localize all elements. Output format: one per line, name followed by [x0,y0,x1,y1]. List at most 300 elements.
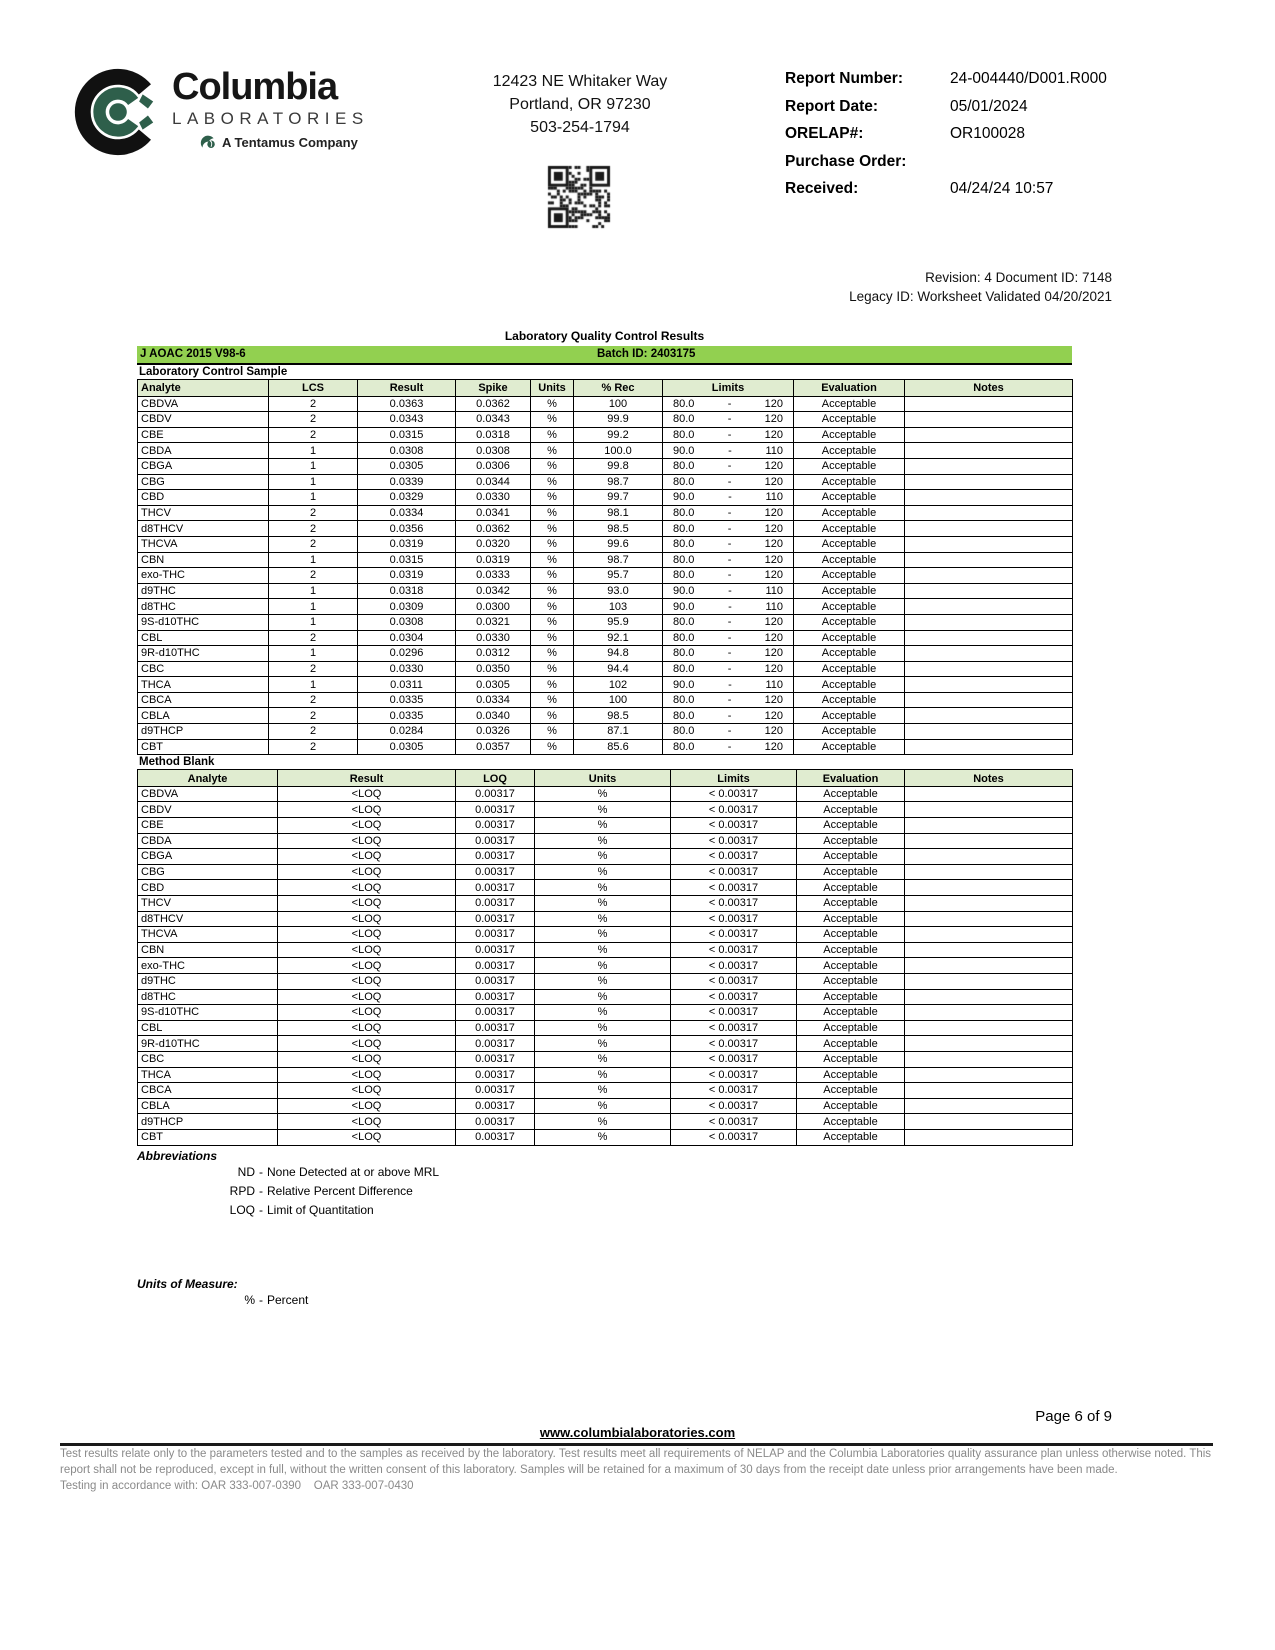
cell-units: % [535,1005,671,1021]
cell-result: 0.0318 [358,583,456,599]
mb-section-title: Method Blank [139,756,215,769]
mb-row [138,849,1073,865]
limit-dash: - [727,631,732,644]
cell-loq: 0.00317 [456,973,535,989]
cell-analyte: THCA [138,677,269,693]
mb-row [138,818,1073,834]
cell-evaluation: Acceptable [797,896,905,912]
cell-analyte: CBCA [138,1083,278,1099]
cell-evaluation: Acceptable [797,864,905,880]
cell-result: 0.0363 [358,396,456,412]
cell-evaluation: Acceptable [794,505,905,521]
cell-analyte: THCA [138,1067,278,1083]
limit-dash: - [727,538,732,551]
cell-loq: 0.00317 [456,1067,535,1083]
cell-lcs: 2 [269,708,358,724]
limits-range [673,491,783,503]
cell-limits [663,568,794,584]
lcs-row [138,630,1073,646]
limit-high: 110 [765,678,783,691]
cell-analyte: 9S-d10THC [138,614,269,630]
cell-notes [905,677,1073,693]
limit-dash: - [727,475,732,488]
cell-result: 0.0309 [358,599,456,615]
cell-notes [905,1067,1073,1083]
cell-result: <LOQ [278,1036,456,1052]
cell-analyte: 9R-d10THC [138,1036,278,1052]
limit-high: 110 [765,600,783,613]
cell-limits [663,521,794,537]
lcs-row [138,692,1073,708]
cell-units: % [531,474,574,490]
column-header: Limits [671,770,797,787]
column-header: Evaluation [797,770,905,787]
cell-lcs: 2 [269,724,358,740]
limit-dash: - [728,600,732,613]
cell-notes [905,552,1073,568]
cell-evaluation: Acceptable [794,474,905,490]
cell-notes [905,786,1073,802]
cell-loq: 0.00317 [456,989,535,1005]
cell-notes [905,1005,1073,1021]
cell-rec: 100.0 [574,443,663,459]
cell-rec: 94.4 [574,661,663,677]
cell-result: <LOQ [278,1067,456,1083]
cell-notes [905,521,1073,537]
column-header: Units [531,380,574,397]
lcs-row [138,661,1073,677]
meta-row [785,98,1205,116]
leaf-icon [200,134,217,151]
mb-row [138,1067,1073,1083]
mb-row [138,989,1073,1005]
cell-limits: < 0.00317 [671,1067,797,1083]
cell-units: % [531,630,574,646]
limit-high: 120 [764,475,783,488]
cell-loq: 0.00317 [456,1005,535,1021]
limits-range [673,569,783,581]
limit-high: 120 [764,662,783,675]
cell-result: <LOQ [278,958,456,974]
limit-low: 80.0 [673,616,695,629]
limit-dash: - [727,740,732,753]
cell-loq: 0.00317 [456,927,535,943]
cell-units: % [535,802,671,818]
legacy-line: Legacy ID: Worksheet Validated 04/20/2021 [849,289,1112,304]
limits-range [673,710,783,722]
cell-lcs: 1 [269,552,358,568]
limits-range [673,445,783,457]
cell-units: % [531,599,574,615]
cell-analyte: THCVA [138,536,269,552]
cell-loq: 0.00317 [456,942,535,958]
cell-limits [663,458,794,474]
cell-spike: 0.0341 [456,505,531,521]
cell-units: % [531,396,574,412]
cell-lcs: 1 [269,458,358,474]
cell-limits: < 0.00317 [671,958,797,974]
cell-lcs: 2 [269,739,358,755]
cell-spike: 0.0300 [456,599,531,615]
cell-limits [663,412,794,428]
limit-low: 80.0 [673,553,695,566]
cell-loq: 0.00317 [456,849,535,865]
limit-dash: - [727,460,732,473]
limit-high: 120 [764,616,783,629]
cell-result: <LOQ [278,942,456,958]
limit-high: 120 [764,631,783,644]
cell-result: <LOQ [278,1098,456,1114]
cell-limits: < 0.00317 [671,786,797,802]
cell-limits [663,427,794,443]
cell-result: <LOQ [278,927,456,943]
cell-rec: 99.6 [574,536,663,552]
cell-notes [905,599,1073,615]
cell-units: % [535,989,671,1005]
cell-rec: 98.7 [574,552,663,568]
cell-lcs: 1 [269,474,358,490]
cell-analyte: 9S-d10THC [138,1005,278,1021]
meta-label: Purchase Order: [785,152,907,170]
limit-low: 80.0 [673,631,695,644]
mb-row [138,927,1073,943]
cell-result: <LOQ [278,1083,456,1099]
cell-limits [663,630,794,646]
limit-dash: - [727,522,732,535]
cell-analyte: CBDV [138,412,269,428]
lcs-row [138,677,1073,693]
cell-analyte: CBDA [138,443,269,459]
cell-evaluation: Acceptable [794,724,905,740]
cell-notes [905,412,1073,428]
lcs-row [138,599,1073,615]
cell-notes [905,896,1073,912]
limit-low: 80.0 [673,507,695,519]
cell-evaluation: Acceptable [797,849,905,865]
cell-result: <LOQ [278,786,456,802]
limit-dash: - [727,709,732,722]
lcs-row [138,474,1073,490]
cell-notes [905,427,1073,443]
mb-row [138,1051,1073,1067]
cell-units: % [531,739,574,755]
revision-line: Revision: 4 Document ID: 7148 [925,270,1112,285]
cell-result: <LOQ [278,989,456,1005]
qc-title: Laboratory Quality Control Results [504,329,705,343]
abbreviation-item [137,1163,1072,1182]
abbreviation-item [137,1182,1072,1201]
limit-dash: - [728,584,732,597]
cell-result: 0.0315 [358,427,456,443]
column-header: Result [358,380,456,397]
limits-range [673,679,783,691]
cell-limits: < 0.00317 [671,1036,797,1052]
cell-evaluation: Acceptable [797,942,905,958]
limits-range [673,616,783,628]
cell-notes [905,614,1073,630]
cell-limits: < 0.00317 [671,802,797,818]
cell-analyte: CBGA [138,849,278,865]
cell-rec: 87.1 [574,724,663,740]
cell-spike: 0.0344 [456,474,531,490]
cell-limits [663,552,794,568]
cell-rec: 94.8 [574,646,663,662]
logo-name: Columbia [172,66,338,108]
limits-range [673,725,783,737]
cell-analyte: THCV [138,896,278,912]
cell-units: % [531,427,574,443]
limit-high: 120 [764,413,783,426]
cell-units: % [535,880,671,896]
cell-result: <LOQ [278,1114,456,1130]
cell-limits [663,661,794,677]
cell-analyte: exo-THC [138,958,278,974]
cell-limits [663,443,794,459]
cell-units: % [531,661,574,677]
cell-result: <LOQ [278,911,456,927]
cell-result: <LOQ [278,896,456,912]
cell-spike: 0.0350 [456,661,531,677]
cell-result: 0.0319 [358,536,456,552]
cell-limits [663,614,794,630]
cell-loq: 0.00317 [456,1114,535,1130]
cell-rec: 98.5 [574,521,663,537]
cell-result: 0.0308 [358,443,456,459]
cell-lcs: 1 [269,583,358,599]
cell-result: 0.0311 [358,677,456,693]
abbreviation-text: Limit of Quantitation [267,1202,374,1217]
limits-range [673,663,783,675]
cell-evaluation: Acceptable [797,1114,905,1130]
cell-notes [905,474,1073,490]
website-line [0,1424,1275,1442]
cell-result: <LOQ [278,849,456,865]
cell-units: % [531,505,574,521]
limit-high: 120 [764,507,783,519]
mb-row [138,958,1073,974]
cell-result: <LOQ [278,1051,456,1067]
limits-range [673,601,783,613]
cell-result: 0.0319 [358,568,456,584]
mb-row [138,911,1073,927]
cell-notes [905,833,1073,849]
cell-evaluation: Acceptable [794,521,905,537]
abbreviation-item [137,1201,1072,1220]
cell-evaluation: Acceptable [797,927,905,943]
cell-analyte: CBD [138,880,278,896]
cell-evaluation: Acceptable [794,536,905,552]
cell-analyte: CBLA [138,1098,278,1114]
cell-loq: 0.00317 [456,911,535,927]
abbreviation-key: LOQ [229,1202,255,1217]
cell-analyte: d8THCV [138,911,278,927]
cell-limits [663,708,794,724]
cell-loq: 0.00317 [456,1020,535,1036]
cell-lcs: 2 [269,412,358,428]
cell-evaluation: Acceptable [797,1036,905,1052]
cell-analyte: CBDVA [138,786,278,802]
cell-result: 0.0284 [358,724,456,740]
limit-dash: - [727,569,732,582]
cell-analyte: CBN [138,552,269,568]
cell-loq: 0.00317 [456,833,535,849]
cell-evaluation: Acceptable [797,818,905,834]
cell-result: <LOQ [278,833,456,849]
cell-evaluation: Acceptable [797,1005,905,1021]
batch-label: Batch ID: [597,348,648,360]
address-line1: 12423 NE Whitaker Way [492,73,668,90]
cell-notes [905,458,1073,474]
testing-accordance-text: Testing in accordance with: OAR 333-007-0390 OAR 333-007-0430 [60,1480,414,1492]
cell-result: 0.0305 [358,458,456,474]
cell-limits: < 0.00317 [671,1083,797,1099]
cell-evaluation: Acceptable [797,1020,905,1036]
limit-high: 120 [764,694,783,707]
cell-result: 0.0308 [358,614,456,630]
address-line3: 503-254-1794 [530,119,630,136]
cell-spike: 0.0321 [456,614,531,630]
cell-limits: < 0.00317 [671,896,797,912]
cell-evaluation: Acceptable [797,1067,905,1083]
cell-notes [905,1020,1073,1036]
limits-range [673,538,783,550]
cell-loq: 0.00317 [456,958,535,974]
cell-limits [663,724,794,740]
cell-evaluation: Acceptable [794,630,905,646]
columbia-logo-mark-icon [74,64,162,160]
mb-row [138,1083,1073,1099]
cell-limits: < 0.00317 [671,818,797,834]
column-header: Notes [905,770,1073,787]
cell-units: % [531,443,574,459]
address-line2: Portland, OR 97230 [509,96,651,113]
tagline-text: A Tentamus Company [222,135,358,150]
cell-units: % [535,833,671,849]
cell-result: <LOQ [278,973,456,989]
meta-label: Report Number: [785,70,903,87]
lab-address [450,70,710,139]
cell-analyte: d9THCP [138,1114,278,1130]
cell-evaluation: Acceptable [794,661,905,677]
cell-units: % [535,942,671,958]
cell-spike: 0.0308 [456,443,531,459]
qr-code [545,163,613,231]
cell-lcs: 2 [269,521,358,537]
lcs-header-row [138,380,1073,397]
cell-limits: < 0.00317 [671,1051,797,1067]
cell-rec: 99.7 [574,490,663,506]
mb-row [138,1036,1073,1052]
cell-units: % [531,583,574,599]
limit-low: 80.0 [673,569,695,582]
cell-loq: 0.00317 [456,864,535,880]
footer-divider [60,1443,1213,1446]
cell-analyte: CBCA [138,692,269,708]
cell-units: % [535,1098,671,1114]
limits-range [673,523,783,535]
cell-rec: 95.9 [574,614,663,630]
cell-notes [905,942,1073,958]
cell-notes [905,490,1073,506]
limits-range [673,413,783,425]
cell-units: % [531,490,574,506]
cell-evaluation: Acceptable [794,599,905,615]
cell-evaluation: Acceptable [794,458,905,474]
meta-value: 04/24/24 10:57 [950,180,1054,197]
cell-notes [905,927,1073,943]
mb-row [138,833,1073,849]
cell-spike: 0.0357 [456,739,531,755]
cell-evaluation: Acceptable [794,692,905,708]
cell-evaluation: Acceptable [794,490,905,506]
abbreviation-key: % [244,1292,255,1307]
cell-lcs: 2 [269,630,358,646]
cell-lcs: 1 [269,677,358,693]
logo-text [172,64,369,151]
mb-table-body [138,786,1073,1145]
limit-dash: - [727,429,732,442]
cell-analyte: d8THCV [138,521,269,537]
cell-evaluation: Acceptable [797,833,905,849]
limit-low: 80.0 [673,694,695,707]
meta-value: 05/01/2024 [950,97,1028,115]
cell-notes [905,739,1073,755]
abbreviations-title: Abbreviations [137,1148,218,1163]
limits-range [673,429,783,441]
limit-low: 80.0 [673,647,695,660]
column-header: Analyte [138,380,269,397]
lcs-section-title: Laboratory Control Sample [139,366,288,378]
cell-analyte: THCVA [138,927,278,943]
mb-row [138,786,1073,802]
column-header: Limits [663,380,794,397]
cell-analyte: THCV [138,505,269,521]
report-meta [785,70,1205,208]
column-header: LCS [269,380,358,397]
cell-analyte: CBG [138,864,278,880]
cell-evaluation: Acceptable [794,427,905,443]
cell-spike: 0.0343 [456,412,531,428]
cell-spike: 0.0306 [456,458,531,474]
cell-result: <LOQ [278,1129,456,1145]
cell-units: % [535,1020,671,1036]
lcs-row [138,505,1073,521]
cell-analyte: 9R-d10THC [138,646,269,662]
cell-limits [663,474,794,490]
mb-row [138,1005,1073,1021]
cell-notes [905,724,1073,740]
limit-low: 90.0 [673,491,695,504]
cell-limits: < 0.00317 [671,989,797,1005]
cell-rec: 95.7 [574,568,663,584]
cell-evaluation: Acceptable [794,443,905,459]
limit-high: 110 [765,584,783,597]
cell-units: % [535,911,671,927]
cell-evaluation: Acceptable [797,802,905,818]
cell-evaluation: Acceptable [794,583,905,599]
cell-result: 0.0339 [358,474,456,490]
limit-high: 120 [764,709,783,722]
cell-limits: < 0.00317 [671,864,797,880]
limit-dash: - [727,507,732,519]
limit-low: 80.0 [673,740,695,753]
cell-rec: 103 [574,599,663,615]
cell-spike: 0.0362 [456,396,531,412]
website-link[interactable]: www.columbialaboratories.com [539,1425,736,1440]
cell-lcs: 1 [269,646,358,662]
lcs-row [138,708,1073,724]
cell-limits [663,646,794,662]
